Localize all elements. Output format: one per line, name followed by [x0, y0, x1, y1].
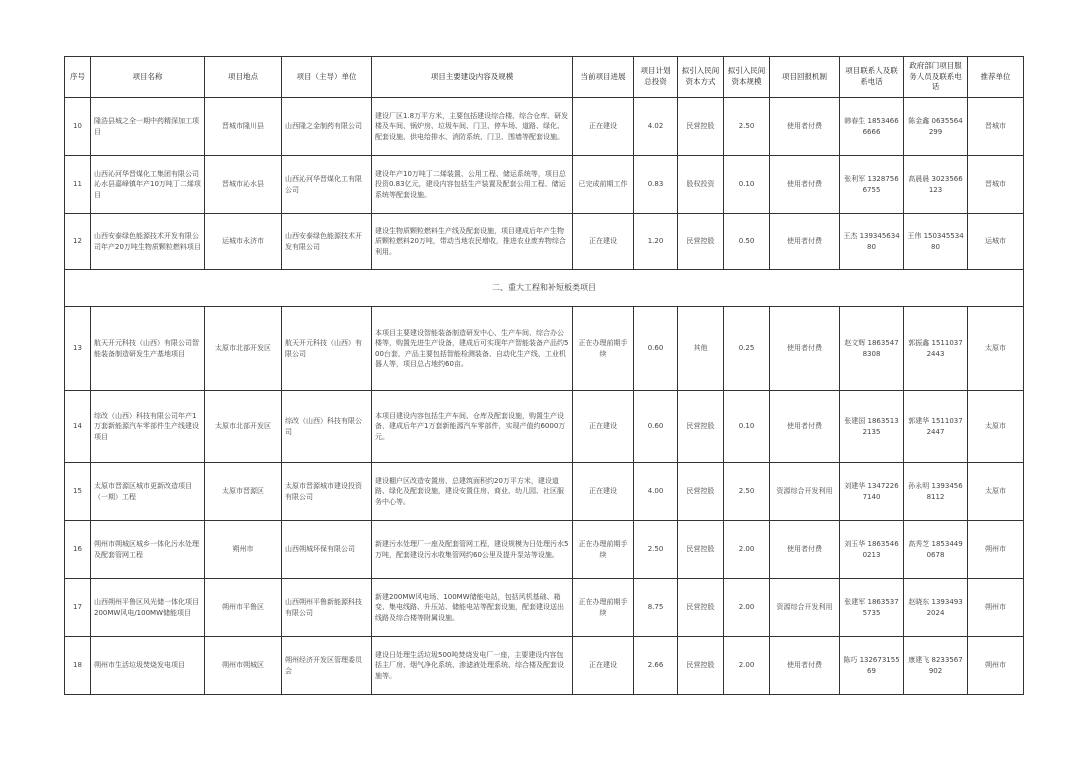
cell-method: 股权投资: [678, 156, 724, 214]
cell-return: 资源综合开发利用: [770, 579, 840, 637]
cell-name: 航天开元科技（山西）有限公司智能装备制造研发生产基地项目: [91, 307, 205, 391]
cell-location: 运城市永济市: [205, 214, 282, 270]
cell-progress: 正在建设: [573, 98, 634, 156]
cell-location: 太原市晋源区: [205, 463, 282, 521]
cell-location: 朔州市: [205, 521, 282, 579]
cell-progress: 已完成前期工作: [573, 156, 634, 214]
cell-return: 使用者付费: [770, 98, 840, 156]
cell-progress: 正在办理前期手续: [573, 307, 634, 391]
cell-recommender: 朔州市: [968, 579, 1024, 637]
header-progress: 当前项目进展: [573, 57, 634, 98]
cell-scale: 2.50: [724, 98, 770, 156]
cell-return: 使用者付费: [770, 391, 840, 463]
cell-invest: 0.60: [634, 391, 678, 463]
cell-recommender: 朔州市: [968, 521, 1024, 579]
cell-invest: 0.60: [634, 307, 678, 391]
cell-name: 山西朔州平鲁区风光储一体化项目200MW风电/100MW储能项目: [91, 579, 205, 637]
cell-contact: 张利军 13287566755: [840, 156, 904, 214]
cell-invest: 4.02: [634, 98, 678, 156]
cell-name: 朔州市朔城区城乡一体化污水处理及配套管网工程: [91, 521, 205, 579]
cell-scale: 2.00: [724, 579, 770, 637]
cell-progress: 正在建设: [573, 637, 634, 695]
table-row: [65, 391, 1024, 463]
cell-no: 11: [65, 156, 91, 214]
table-row: [65, 156, 1024, 214]
header-scale: 拟引入民间资本规模: [724, 57, 770, 98]
cell-gov: 陈金鑫 0635564299: [904, 98, 968, 156]
header-invest: 项目计划总投资: [634, 57, 678, 98]
cell-content: 本项目主要建设智能装备制造研发中心、生产车间、综合办公楼等，购置先进生产设备，建成后可实现年产智能装备产品约500台套，产品主要包括智能检测装备、自动化生产线、工业机器人等，项目总占地约60亩。: [372, 307, 573, 391]
cell-content: 建设厂区1.8万平方米，主要包括建设综合楼、综合仓库、研发楼及车间、锅炉房、垃圾车间、门卫、停车场、道路、绿化、配套设施、供电给排水、消防系统、门卫、围墙等配套设施。: [372, 98, 573, 156]
cell-return: 使用者付费: [770, 521, 840, 579]
cell-recommender: 太原市: [968, 307, 1024, 391]
section-row: [65, 270, 1024, 307]
cell-recommender: 太原市: [968, 463, 1024, 521]
cell-gov: 郭建华 15110372447: [904, 391, 968, 463]
cell-owner: 综改（山西）科技有限公司: [282, 391, 372, 463]
header-name: 项目名称: [91, 57, 205, 98]
cell-location: 太原市北部开发区: [205, 391, 282, 463]
cell-owner: 山西隆之金制药有限公司: [282, 98, 372, 156]
header-no: 序号: [65, 57, 91, 98]
table-row: [65, 579, 1024, 637]
cell-progress: 正在建设: [573, 463, 634, 521]
cell-gov: 王伟 15034553480: [904, 214, 968, 270]
cell-return: 使用者付费: [770, 214, 840, 270]
cell-content: 建设日处理生活垃圾500吨焚烧发电厂一座，主要建设内容包括主厂房、烟气净化系统、渗滤液处理系统、综合楼及配套设施等。: [372, 637, 573, 695]
section-title: 二、重大工程和补短板类项目: [65, 270, 1024, 307]
cell-content: 建设棚户区改造安置房，总建筑面积约20万平方米，建设道路、绿化及配套设施，建设安置住房、商业、幼儿园、社区服务中心等。: [372, 463, 573, 521]
cell-owner: 山西安泰绿色能源技术开发有限公司: [282, 214, 372, 270]
cell-gov: 赵晓东 13934932024: [904, 579, 968, 637]
cell-contact: 刘玉华 18635460213: [840, 521, 904, 579]
cell-no: 18: [65, 637, 91, 695]
cell-content: 新建污水处理厂一座及配套管网工程，建设规模为日处理污水5万吨，配套建设污水收集管网约60公里及提升泵站等设施。: [372, 521, 573, 579]
cell-scale: 0.25: [724, 307, 770, 391]
cell-name: 山西安泰绿色能源技术开发有限公司年产20万吨生物质颗粒燃料项目: [91, 214, 205, 270]
cell-no: 12: [65, 214, 91, 270]
project-table: [64, 56, 1024, 695]
cell-no: 13: [65, 307, 91, 391]
cell-contact: 张建军 18635375735: [840, 579, 904, 637]
cell-invest: 2.50: [634, 521, 678, 579]
table-row: [65, 463, 1024, 521]
cell-owner: 山西沁河华晋煤化工有限公司: [282, 156, 372, 214]
table-row: [65, 214, 1024, 270]
cell-name: 朔州市生活垃圾焚烧发电项目: [91, 637, 205, 695]
cell-location: 晋城市隆川县: [205, 98, 282, 156]
cell-contact: 张建国 18635132135: [840, 391, 904, 463]
cell-return: 使用者付费: [770, 156, 840, 214]
cell-contact: 王杰 13934563480: [840, 214, 904, 270]
cell-contact: 赵文辉 18635478308: [840, 307, 904, 391]
cell-gov: 郭振鑫 15110372443: [904, 307, 968, 391]
group2-rows: [65, 307, 1024, 695]
cell-owner: 朔州经济开发区管理委员会: [282, 637, 372, 695]
header-contact: 项目联系人及联系电话: [840, 57, 904, 98]
cell-no: 16: [65, 521, 91, 579]
cell-contact: 刘建华 13472267140: [840, 463, 904, 521]
header-return: 项目回报机制: [770, 57, 840, 98]
cell-progress: 正在办理前期手续: [573, 521, 634, 579]
cell-content: 本项目建设内容包括生产车间、仓库及配套设施，购置生产设备，建成后年产1万套新能源汽车零部件，实现产值约6000万元。: [372, 391, 573, 463]
cell-owner: 山西朔州平鲁新能源科技有限公司: [282, 579, 372, 637]
cell-return: 使用者付费: [770, 637, 840, 695]
table-row: [65, 98, 1024, 156]
cell-scale: 2.50: [724, 463, 770, 521]
cell-method: 民营控股: [678, 637, 724, 695]
cell-method: 民营控股: [678, 214, 724, 270]
cell-scale: 0.10: [724, 391, 770, 463]
cell-gov: 高秀芝 18534490678: [904, 521, 968, 579]
cell-no: 17: [65, 579, 91, 637]
cell-scale: 0.50: [724, 214, 770, 270]
cell-recommender: 晋城市: [968, 98, 1024, 156]
header-location: 项目地点: [205, 57, 282, 98]
cell-gov: 孙永明 13934568112: [904, 463, 968, 521]
cell-progress: 正在建设: [573, 214, 634, 270]
cell-no: 10: [65, 98, 91, 156]
cell-scale: 0.10: [724, 156, 770, 214]
header-method: 拟引入民间资本方式: [678, 57, 724, 98]
table-row: [65, 637, 1024, 695]
cell-no: 15: [65, 463, 91, 521]
cell-location: 朔州市平鲁区: [205, 579, 282, 637]
cell-invest: 8.75: [634, 579, 678, 637]
cell-method: 民营控股: [678, 98, 724, 156]
cell-content: 建设年产10万吨丁二烯装置、公用工程、储运系统等，项目总投资0.83亿元，建设内容包括生产装置及配套公用工程、储运系统等配套设施。: [372, 156, 573, 214]
cell-scale: 2.00: [724, 637, 770, 695]
cell-gov: 康建飞 8233567902: [904, 637, 968, 695]
cell-invest: 1.20: [634, 214, 678, 270]
cell-location: 晋城市沁水县: [205, 156, 282, 214]
cell-method: 民营控股: [678, 391, 724, 463]
cell-invest: 4.00: [634, 463, 678, 521]
cell-name: 隆浩县城之全一期中药精深加工项目: [91, 98, 205, 156]
cell-name: 太原市晋源区城市更新改造项目（一期）工程: [91, 463, 205, 521]
cell-return: 资源综合开发利用: [770, 463, 840, 521]
cell-invest: 0.83: [634, 156, 678, 214]
cell-owner: 山西朔城环保有限公司: [282, 521, 372, 579]
cell-contact: 韩春生 18534666666: [840, 98, 904, 156]
header-row: [65, 57, 1024, 98]
cell-progress: 正在办理前期手续: [573, 579, 634, 637]
header-gov: 政府部门项目服务人员及联系电话: [904, 57, 968, 98]
cell-scale: 2.00: [724, 521, 770, 579]
group1-rows: [65, 98, 1024, 270]
cell-recommender: 晋城市: [968, 156, 1024, 214]
section-body: [65, 270, 1024, 307]
cell-no: 14: [65, 391, 91, 463]
cell-content: 建设生物质颗粒燃料生产线及配套设施，项目建成后年产生物质颗粒燃料20万吨，带动当地农民增收，推进农业废弃物综合利用。: [372, 214, 573, 270]
cell-content: 新建200MW风电场、100MW储能电站，包括风机基础、箱变、集电线路、升压站、储能电站等配套设施，配套建设送出线路及综合楼等附属设施。: [372, 579, 573, 637]
cell-recommender: 朔州市: [968, 637, 1024, 695]
cell-method: 其他: [678, 307, 724, 391]
cell-return: 使用者付费: [770, 307, 840, 391]
cell-invest: 2.66: [634, 637, 678, 695]
cell-location: 太原市北部开发区: [205, 307, 282, 391]
cell-method: 民营控股: [678, 521, 724, 579]
cell-location: 朔州市朔城区: [205, 637, 282, 695]
cell-owner: 太原市晋源城市建设投资有限公司: [282, 463, 372, 521]
cell-contact: 陈巧 13267315569: [840, 637, 904, 695]
cell-name: 综改（山西）科技有限公司年产1万套新能源汽车零部件生产线建设项目: [91, 391, 205, 463]
table-row: [65, 521, 1024, 579]
header-recommender: 推荐单位: [968, 57, 1024, 98]
cell-gov: 高晨晨 3023566123: [904, 156, 968, 214]
cell-name: 山西沁河华晋煤化工集团有限公司沁水县嘉峰镇年产10万吨丁二烯项目: [91, 156, 205, 214]
cell-method: 民营控股: [678, 579, 724, 637]
table-row: [65, 307, 1024, 391]
cell-recommender: 太原市: [968, 391, 1024, 463]
cell-method: 民营控股: [678, 463, 724, 521]
header-content: 项目主要建设内容及规模: [372, 57, 573, 98]
cell-progress: 正在建设: [573, 391, 634, 463]
cell-recommender: 运城市: [968, 214, 1024, 270]
header-owner: 项目（主导）单位: [282, 57, 372, 98]
cell-owner: 航天开元科技（山西）有限公司: [282, 307, 372, 391]
